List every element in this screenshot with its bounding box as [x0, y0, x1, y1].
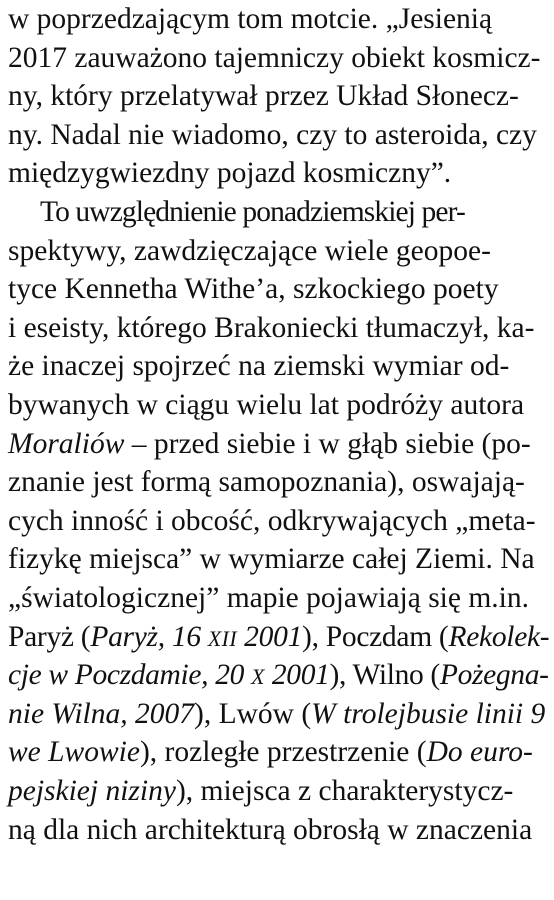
text-line: [8, 618, 548, 657]
text-segment: i eseisty, którego Brakoniecki tłumaczył, ka-: [8, 311, 535, 344]
smallcaps-text-segment: X: [251, 665, 265, 690]
text-line: [8, 386, 548, 425]
text-line: [8, 656, 548, 695]
italic-text-segment: Moraliów: [8, 427, 125, 460]
text-line: [8, 77, 548, 116]
text-line: [8, 540, 548, 579]
text-segment: ny. Nadal nie wiadomo, czy to asteroida, czy: [8, 118, 537, 151]
smallcaps-text-segment: XII: [207, 626, 238, 651]
text-segment: spektywy, zawdzięczające wiele geopoe-: [8, 234, 491, 267]
text-line: [8, 232, 548, 271]
italic-text-segment: Rekolek-: [448, 620, 550, 653]
text-line: [8, 270, 548, 309]
text-line: [8, 695, 548, 734]
text-segment: ), miejsca z charakterystycz-: [175, 775, 514, 807]
italic-text-segment: pejskiej niziny: [8, 775, 176, 807]
italic-text-segment: W trolejbusie linii 9: [311, 697, 546, 730]
text-segment: międzygwiezdny pojazd kosmiczny”.: [8, 157, 452, 190]
text-line: [8, 347, 548, 386]
text-segment: ), Wilno (: [329, 659, 440, 692]
text-line: [8, 309, 548, 348]
text-segment: To uwzględnienie ponadziemskiej per-: [40, 196, 465, 228]
text-line: [8, 579, 548, 618]
text-line: [8, 502, 548, 541]
text-segment: znanie jest formą samopoznania), oswajają-: [8, 466, 525, 499]
text-line: [8, 772, 548, 811]
text-line: [8, 116, 548, 155]
text-segment: ny, który przelatywał przez Układ Słonecz-: [8, 80, 519, 113]
text-segment: ), Poczdam (: [302, 620, 449, 653]
text-line: [8, 39, 548, 78]
italic-text-segment: cje w Poczdamie, 20: [8, 659, 252, 692]
text-line: [8, 733, 548, 772]
text-segment: – przed siebie i w głąb siebie (po-: [124, 427, 531, 460]
text-segment: fizykę miejsca” w wymiarze całej Ziemi. Na: [8, 543, 535, 576]
text-segment: bywanych w ciągu wielu lat podróży autora: [8, 389, 525, 421]
italic-text-segment: 2001: [237, 620, 303, 653]
italic-text-segment: Do euro-: [426, 736, 533, 769]
text-segment: ną dla nich architekturą obrosłą w znaczenia: [8, 813, 533, 846]
italic-text-segment: nie Wilna, 2007: [8, 697, 195, 730]
text-segment: Paryż (: [8, 620, 91, 653]
text-line: [8, 811, 548, 850]
text-line: [8, 425, 548, 464]
text-line: [8, 154, 548, 193]
text-segment: cych inność i obcość, odkrywających „meta-: [8, 504, 536, 537]
text-segment: „światologicznej” mapie pojawiają się m.in.: [8, 582, 529, 614]
text-segment: w poprzedzającym tom motcie. „Jesienią: [8, 3, 493, 35]
text-segment: ), rozległe przestrzenie (: [139, 736, 427, 769]
text-line: [8, 0, 548, 39]
text-segment: że inaczej spojrzeć na ziemski wymiar od-: [8, 350, 510, 383]
italic-text-segment: we Lwowie: [8, 736, 140, 769]
text-segment: ), Lwów (: [194, 697, 312, 730]
italic-text-segment: Pożegna-: [439, 659, 549, 692]
text-segment: 2017 zauważono tajemniczy obiekt kosmicz-: [8, 41, 541, 74]
text-line: [8, 463, 548, 502]
italic-text-segment: 2001: [264, 659, 330, 692]
text-line: [40, 193, 554, 232]
text-segment: tyce Kennetha Withe’a, szkockiego poety: [8, 273, 499, 306]
italic-text-segment: Paryż, 16: [90, 620, 208, 653]
